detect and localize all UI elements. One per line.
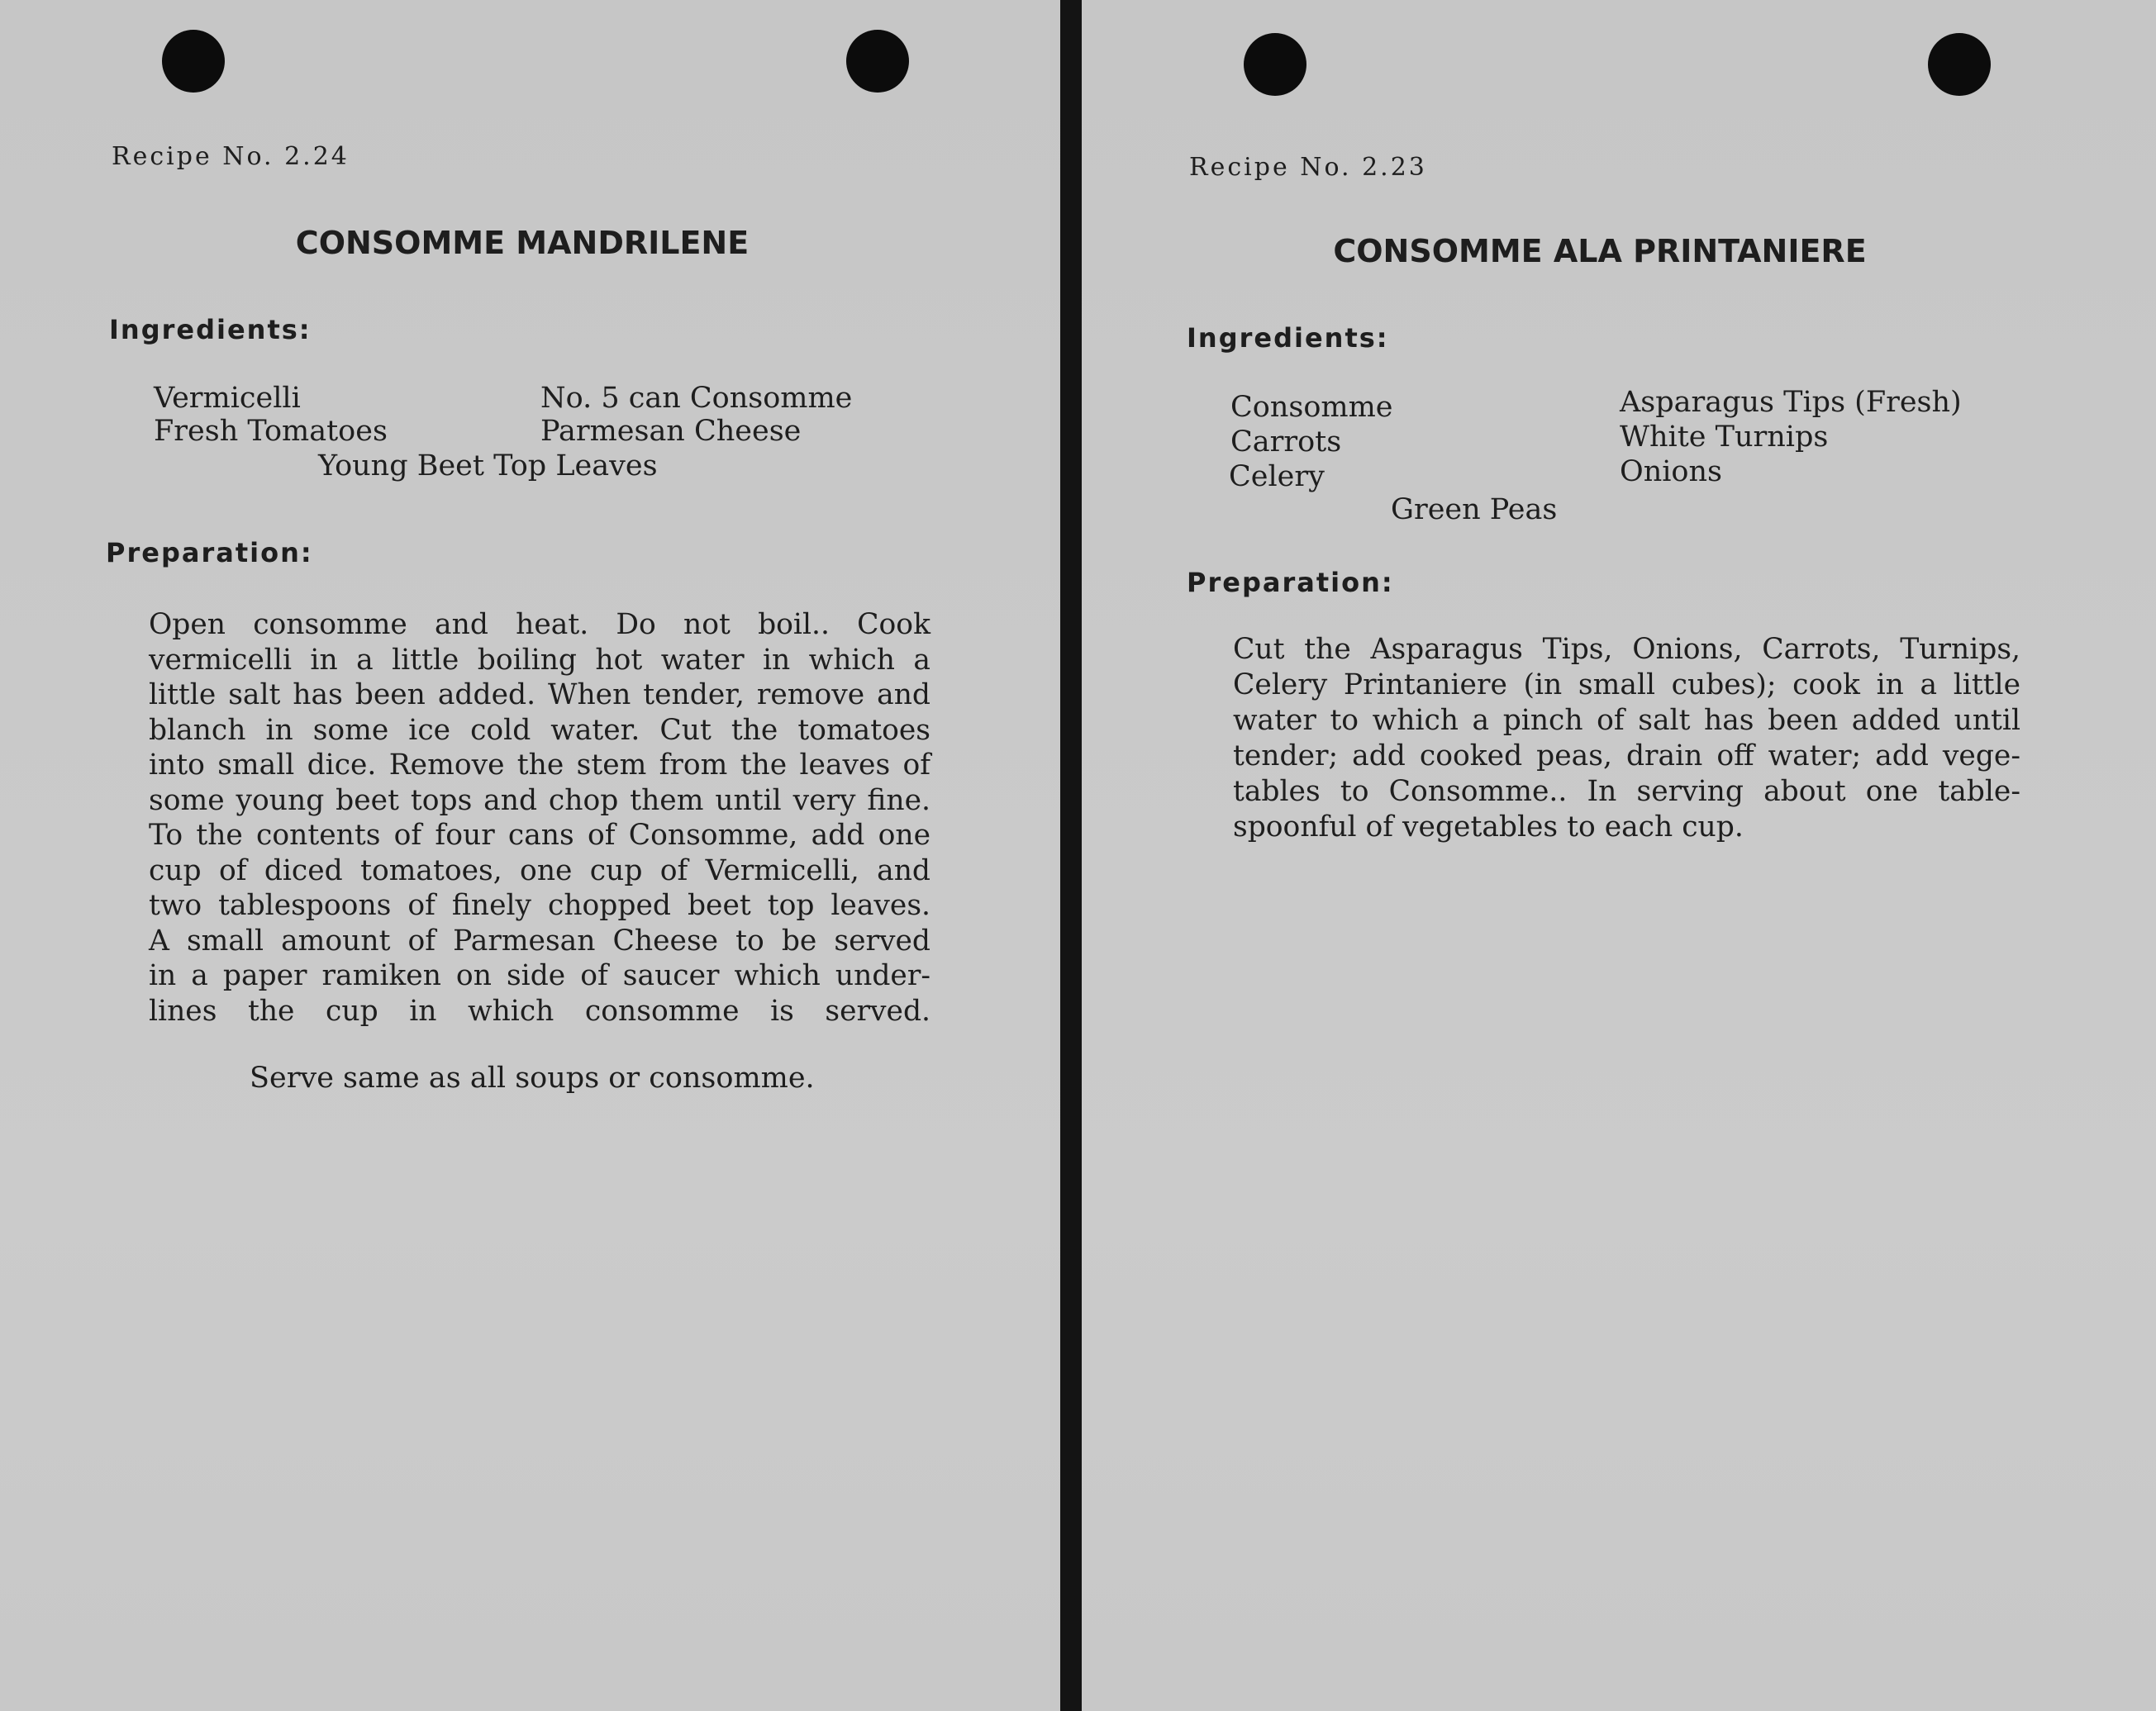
preparation-line: in a paper ramiken on side of saucer which under- (149, 959, 930, 992)
recipe-card-2-23 (1082, 0, 2156, 1711)
preparation-heading: Preparation: (106, 537, 313, 568)
ingredient-item: Fresh Tomatoes (154, 415, 388, 448)
preparation-line: A small amount of Parmesan Cheese to be served (149, 924, 930, 958)
ingredient-item: White Turnips (1620, 421, 1829, 454)
binder-hole-left (1244, 33, 1306, 96)
serving-note: Serve same as all soups or consomme. (250, 1062, 815, 1095)
ingredients-heading: Ingredients: (109, 314, 312, 345)
binder-hole-right (1928, 33, 1991, 96)
preparation-line: two tablespoons of finely chopped beet top leaves. (149, 889, 930, 922)
preparation-line: tender; add cooked peas, drain off water; add vege- (1233, 739, 2020, 772)
ingredient-item: Vermicelli (154, 382, 301, 415)
preparation-line: Open consomme and heat. Do not boil.. Cook (149, 608, 930, 641)
ingredient-item: Consomme (1230, 391, 1393, 424)
preparation-line: little salt has been added. When tender, remove and (149, 678, 930, 711)
ingredients-heading: Ingredients: (1187, 322, 1389, 354)
ingredient-item: No. 5 can Consomme (540, 382, 853, 415)
ingredient-item: Celery (1229, 460, 1325, 493)
preparation-line: cup of diced tomatoes, one cup of Vermicelli, and (149, 853, 930, 887)
recipe-number: Recipe No. 2.23 (1189, 153, 1427, 182)
binder-hole-left (162, 30, 225, 93)
preparation-line: tables to Consomme.. In serving about one table- (1233, 775, 2020, 808)
recipe-card-2-24 (0, 0, 1060, 1711)
ingredient-item: Asparagus Tips (Fresh) (1620, 386, 1962, 419)
preparation-line: lines the cup in which consomme is served. (149, 994, 930, 1028)
ingredient-item: Onions (1620, 455, 1723, 488)
preparation-line: Celery Printaniere (in small cubes); cook in a little (1233, 668, 2020, 701)
preparation-line: vermicelli in a little boiling hot water in which a (149, 643, 930, 677)
preparation-line: some young beet tops and chop them until very fine. (149, 783, 930, 817)
ingredient-item: Green Peas (1391, 493, 1558, 526)
preparation-line: Cut the Asparagus Tips, Onions, Carrots, Turnips, (1233, 633, 2020, 666)
preparation-line: To the contents of four cans of Consomme, add one (149, 819, 930, 852)
preparation-line: into small dice. Remove the stem from the leaves of (149, 749, 930, 782)
binder-hole-right (846, 30, 909, 93)
ingredient-item: Carrots (1230, 425, 1342, 459)
preparation-line: spoonful of vegetables to each cup. (1233, 810, 1744, 844)
recipe-number: Recipe No. 2.24 (112, 142, 350, 171)
ingredient-item: Young Beet Top Leaves (318, 449, 658, 482)
preparation-line: blanch in some ice cold water. Cut the tomatoes (149, 713, 930, 747)
ingredient-item: Parmesan Cheese (540, 415, 802, 448)
preparation-text (149, 607, 930, 1029)
recipe-title: CONSOMME MANDRILENE (295, 225, 750, 261)
preparation-heading: Preparation: (1187, 567, 1394, 598)
preparation-text (1233, 632, 2020, 845)
preparation-line: water to which a pinch of salt has been added until (1233, 704, 2020, 737)
recipe-title: CONSOMME ALA PRINTANIERE (1333, 233, 1867, 269)
